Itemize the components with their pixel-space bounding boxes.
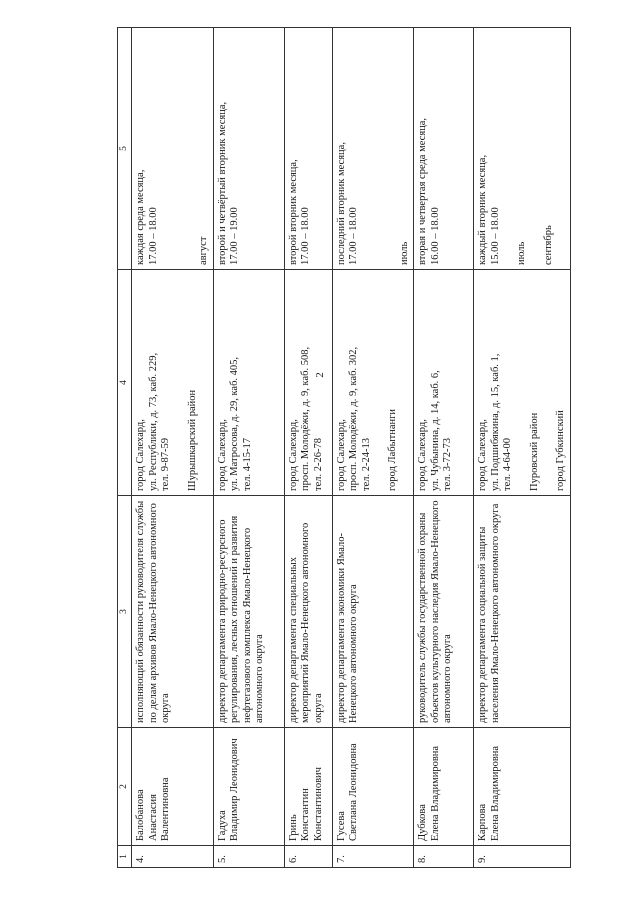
table-row: [213, 28, 284, 868]
reception-time: [213, 28, 284, 270]
time-line: 17.00 – 18.00: [300, 207, 311, 265]
reception-time: [474, 28, 571, 270]
official-name: [414, 728, 474, 846]
row-number: 7.: [332, 846, 414, 868]
table-row: [332, 28, 414, 868]
header-cell: 5: [118, 28, 132, 270]
address-line: ул. Чубынина, д. 14, каб. 6,: [429, 370, 441, 491]
name-line: Гусева: [335, 811, 347, 841]
official-name: [284, 728, 332, 846]
name-line: Константинович: [312, 767, 324, 841]
table-row: [132, 28, 214, 868]
time-line: 17.00 – 18.00: [147, 207, 159, 265]
official-name: [474, 728, 571, 846]
address-line: тел. 4-15-17: [241, 438, 253, 491]
table-row: [284, 28, 332, 868]
reception-address: [332, 270, 414, 496]
reception-time: [132, 28, 214, 270]
name-line: Елена Владимировна: [489, 745, 501, 841]
address-line: город Салехард,: [477, 419, 488, 491]
address-extra: город Губкинский: [555, 410, 566, 491]
time-line: последний вторник месяца,: [335, 142, 347, 265]
time-extra: июль: [398, 241, 410, 265]
address-line: город Салехард,: [417, 419, 428, 491]
reception-time: [284, 28, 332, 270]
time-line: 16.00 – 18.00: [429, 207, 441, 265]
table-row: [474, 28, 571, 868]
reception-address: [474, 270, 571, 496]
address-extra: город Лабытнанги: [387, 408, 398, 491]
header-cell: 2: [118, 728, 132, 846]
time-extra: сентябрь: [542, 225, 554, 265]
schedule-table-wrapper: [117, 28, 566, 868]
page-number: 2: [314, 372, 326, 378]
address-line: ул. Республики, д. 73, каб. 229,: [147, 352, 159, 491]
name-line: Дубкова: [417, 804, 428, 841]
name-line: Гадуха: [216, 810, 228, 841]
time-line: 17.00 – 18.00: [348, 207, 359, 265]
official-position: директор департамента социальной защиты населения Ямало-Ненецкого автономного округа: [474, 496, 571, 728]
official-position: руководитель службы государственной охраны объектов культурного наследия Ямало-Ненецкого автономного округа: [414, 496, 474, 728]
name-line: Балобанова: [135, 789, 146, 841]
row-number: 4.: [132, 846, 214, 868]
address-extra: Шурышкарский район: [186, 389, 198, 491]
official-position: директор департамента специальных мероприятий Ямало-Ненецкого автономного округа: [284, 496, 332, 728]
reception-time: [414, 28, 474, 270]
address-line: тел. 3-72-73: [442, 438, 453, 491]
name-line: Карпова: [477, 803, 488, 841]
address-line: просп. Молодёжи, д. 9, каб. 302,: [348, 346, 359, 491]
name-line: Светлана Леонидовна: [348, 743, 359, 841]
row-number: 6.: [284, 846, 332, 868]
address-line: тел. 2-24-13: [360, 438, 372, 491]
address-line: ул. Матросова, д. 29, каб. 405,: [229, 356, 240, 491]
reception-address: [414, 270, 474, 496]
time-line: каждый вторник месяца,: [477, 154, 488, 265]
time-extra: август: [198, 236, 209, 265]
reception-address: [132, 270, 214, 496]
address-line: город Салехард,: [216, 419, 228, 491]
time-line: второй вторник месяца,: [287, 159, 299, 265]
time-line: каждая среда месяца,: [135, 169, 146, 265]
table-row: [414, 28, 474, 868]
time-line: второй и четвёртый вторник месяца,: [216, 101, 228, 265]
official-name: [213, 728, 284, 846]
time-line: 15.00 – 18.00: [489, 207, 501, 265]
name-line: Владимир Леонидович: [229, 738, 240, 841]
reception-time: [332, 28, 414, 270]
header-row: [118, 28, 132, 868]
address-line: тел. 4-64-00: [502, 438, 513, 491]
name-line: Анастасия Валентиновна: [147, 777, 171, 841]
address-line: просп. Молодёжи, д. 9, каб. 508,: [300, 346, 311, 491]
time-line: 17.00 – 19.00: [229, 207, 240, 265]
header-cell: 1: [118, 846, 132, 868]
header-cell: 3: [118, 496, 132, 728]
address-line: ул. Подшибякина, д. 15, каб. 1,: [489, 353, 501, 491]
official-position: директор департамента природно-ресурсного регулирования, лесных отношений и развития нефтегазового комплекса Ямало-Ненецкого автономного округа: [213, 496, 284, 728]
schedule-table: [117, 27, 571, 868]
official-position: исполняющий обязанности руководителя службы по делам архивов Ямало-Ненецкого автономного округа: [132, 496, 214, 728]
address-line: тел. 2-26-78: [312, 438, 324, 491]
row-number: 5.: [213, 846, 284, 868]
address-line: город Салехард,: [287, 419, 299, 491]
official-name: [132, 728, 214, 846]
reception-address: [284, 270, 332, 496]
address-extra: Пуровский район: [528, 412, 540, 491]
row-number: 8.: [414, 846, 474, 868]
time-line: вторая и четвертая среда месяца,: [417, 117, 428, 265]
header-cell: 4: [118, 270, 132, 496]
name-line: Гринь: [287, 814, 299, 841]
official-position: директор департамента экономики Ямало-Ненецкого автономного округа: [332, 496, 414, 728]
reception-address: [213, 270, 284, 496]
time-extra: июль: [516, 241, 527, 265]
name-line: Константин: [300, 788, 311, 841]
official-name: [332, 728, 414, 846]
name-line: Елена Владимировна: [429, 745, 441, 841]
address-line: тел. 9-87-59: [160, 438, 171, 491]
address-line: город Салехард,: [335, 419, 347, 491]
row-number: 9.: [474, 846, 571, 868]
address-line: город Салехард,: [135, 419, 146, 491]
